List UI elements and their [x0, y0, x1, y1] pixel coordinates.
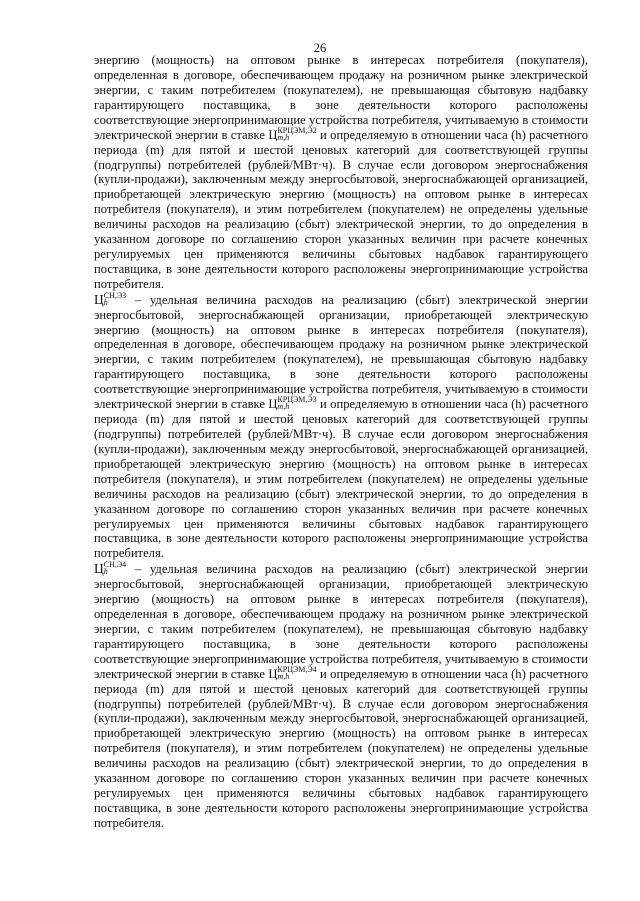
document-body	[94, 53, 588, 831]
rate-index	[277, 666, 316, 680]
rate-index	[277, 127, 316, 141]
paragraph-continuation	[94, 53, 588, 292]
rate-index	[277, 396, 316, 410]
paragraph-text: – удельная величина расходов на реализацию (сбыт) электрической энергии энергосбытовой, энергоснабжающей организации, приобретающей электрическую энергию (мощность) на оптовом рынке в интересах потребителя (покупателя), определенная в договоре, обеспечивающем продажу на розничном рынке электрической энергии, с таким потребителем (покупателем), не превышающая сбытовую надбавку гарантирующего поставщика, в зоне деятельности которого расположены соответствующие энергопринимающие устройства потребителя, учитываемую в стоимости электрической энергии в ставке Ц	[94, 562, 588, 681]
formula-symbol: Ц СН,Э4 h	[94, 560, 127, 577]
rate-superscript: КРЦЭМ,Э3	[277, 395, 317, 405]
rate-subscript: m,h	[277, 671, 290, 681]
symbol-superscript: СН,Э4	[103, 560, 127, 570]
paragraph-text: и определяемую в отношении часа (h) расчетного периода (m) для пятой и шестой ценовых категорий для соответствующей группы (подгруппы) потребителей (рублей/МВт·ч). В случае если договором энергоснабжения (купли-продажи), заключенным между энергосбытовой, энергоснабжающей организацией, приобретающей электрическую энергию (мощность) на оптовом рынке в интересах потребителя (покупателя), и этим потребителем (покупателем) не определены удельные величины расходов на реализацию (сбыт) электрической энергии, то до определения в указанном договоре по соглашению сторон указанных величин при расчете конечных регулируемых цен применяются величины сбытовых надбавок гарантирующего поставщика, в зоне деятельности которого расположены энергопринимающие устройства потребителя.	[94, 127, 588, 291]
rate-superscript: КРЦЭМ,Э2	[277, 125, 317, 135]
paragraph-text: и определяемую в отношении часа (h) расчетного периода (m) для пятой и шестой ценовых категорий для соответствующей группы (подгруппы) потребителей (рублей/МВт·ч). В случае если договором энергоснабжения (купли-продажи), заключенным между энергосбытовой, энергоснабжающей организацией, приобретающей электрическую энергию (мощность) на оптовом рынке в интересах потребителя (покупателя), и этим потребителем (покупателем) не определены удельные величины расходов на реализацию (сбыт) электрической энергии, то до определения в указанном договоре по соглашению сторон указанных величин при расчете конечных регулируемых цен применяются величины сбытовых надбавок гарантирующего поставщика, в зоне деятельности которого расположены энергопринимающие устройства потребителя.	[94, 666, 588, 830]
page-number: 26	[313, 41, 327, 55]
paragraph-definition-e4	[94, 562, 588, 831]
formula-symbol: Ц СН,Э3 h	[94, 290, 127, 307]
paragraph-text: и определяемую в отношении часа (h) расчетного периода (m) для пятой и шестой ценовых категорий для соответствующей группы (подгруппы) потребителей (рублей/МВт·ч). В случае если договором энергоснабжения (купли-продажи), заключенным между энергосбытовой, энергоснабжающей организацией, приобретающей электрическую энергию (мощность) на оптовом рынке в интересах потребителя (покупателя), и этим потребителем (покупателем) не определены удельные величины расходов на реализацию (сбыт) электрической энергии, то до определения в указанном договоре по соглашению сторон указанных величин при расчете конечных регулируемых цен применяются величины сбытовых надбавок гарантирующего поставщика, в зоне деятельности которого расположены энергопринимающие устройства потребителя.	[94, 397, 588, 561]
paragraph-definition-e3	[94, 290, 588, 562]
rate-subscript: m,h	[277, 402, 290, 412]
paragraph-text: – удельная величина расходов на реализацию (сбыт) электрической энергии энергосбытовой, энергоснабжающей организации, приобретающей электрическую энергию (мощность) на оптовом рынке в интересах потребителя (покупателя), определенная в договоре, обеспечивающем продажу на розничном рынке электрической энергии, с таким потребителем (покупателем), не превышающая сбытовую надбавку гарантирующего поставщика, в зоне деятельности которого расположены соответствующие энергопринимающие устройства потребителя, учитываемую в стоимости электрической энергии в ставке Ц	[94, 292, 588, 412]
paragraph-text: энергию (мощность) на оптовом рынке в интересах потребителя (покупателя), определенная в договоре, обеспечивающем продажу на розничном рынке электрической энергии, с таким потребителем (покупателем), не превышающая сбытовую надбавку гарантирующего поставщика, в зоне деятельности которого расположены соответствующие энергопринимающие устройства потребителя, учитываемую в стоимости электрической энергии в ставке Ц	[94, 53, 588, 142]
symbol-subscript: h	[103, 567, 108, 577]
symbol-subscript: h	[103, 297, 108, 307]
symbol-index	[104, 561, 126, 575]
symbol-index	[104, 292, 126, 306]
rate-subscript: m,h	[277, 132, 290, 142]
symbol-superscript: СН,Э3	[103, 290, 127, 300]
rate-superscript: КРЦЭМ,Э4	[277, 664, 317, 674]
